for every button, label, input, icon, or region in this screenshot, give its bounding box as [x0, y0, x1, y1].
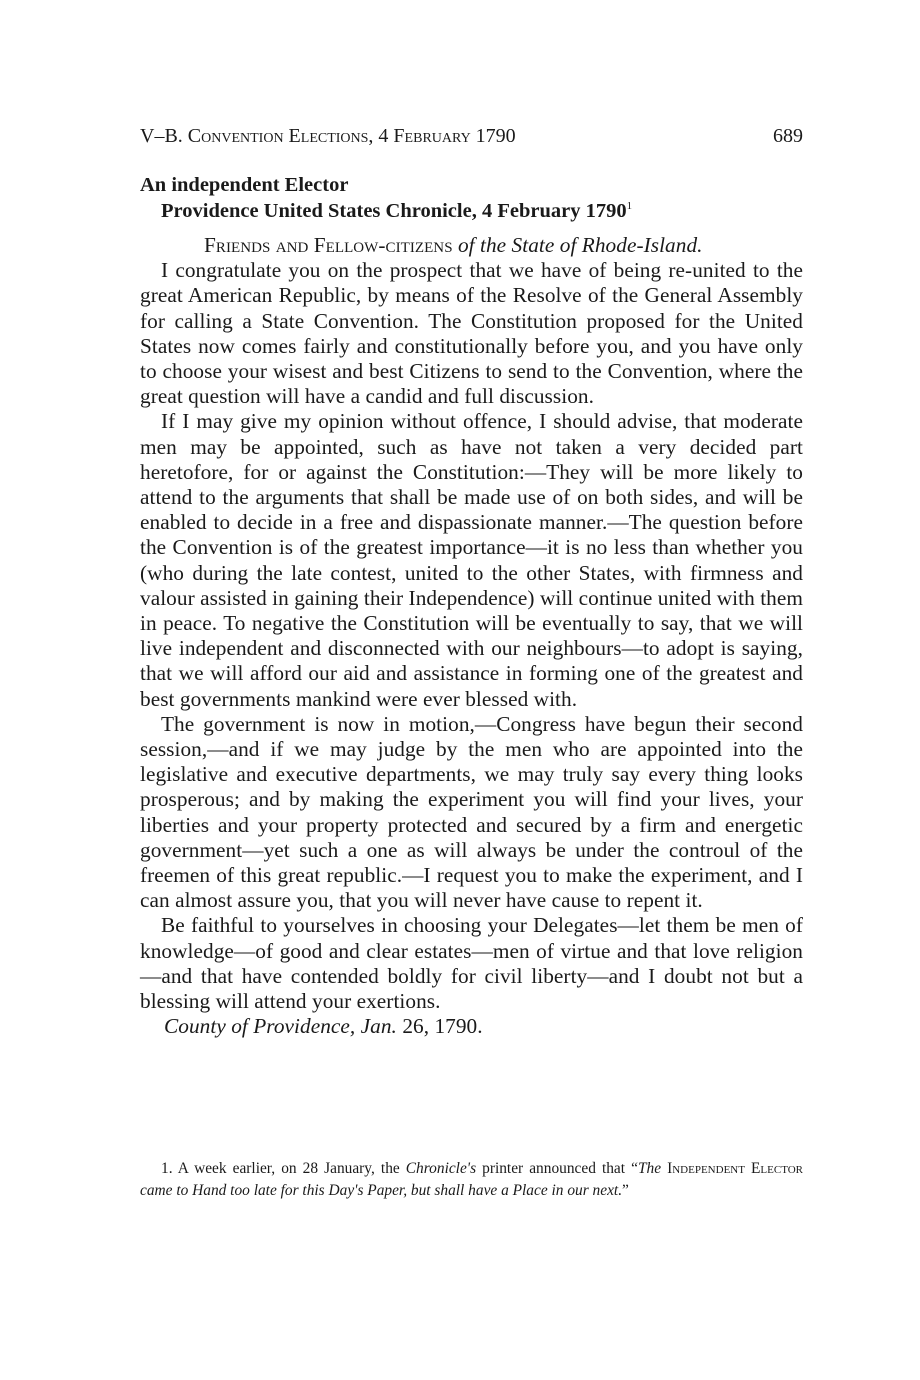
article-body: [140, 233, 803, 1040]
salutation-place: of the State of Rhode-Island.: [457, 233, 703, 257]
salutation-address: Friends and Fellow-citizens: [204, 233, 453, 257]
footnote-name: Independent Elector: [667, 1160, 803, 1177]
author-heading: An independent Elector: [140, 174, 349, 196]
salutation: [140, 233, 803, 258]
paragraph: If I may give my opinion without offence, I should advise, that moderate men may be appointed, such as have not taken a very decided part heretofore, for or against the Constitution:—They will be more likely to attend to the arguments that shall be made use of on both sides, and will be enabled to decide in a free and dispassionate manner.—The question before the Convention is of the greatest importance—it is no less than whether you (who during the late contest, united to the other States, with firmness and valour assisted in gaining their Independence) will continue united with them in peace. To negative the Constitution will be eventually to say, that we will live independent and disconnected with our neighbours—to adopt is saying, that we will afford our aid and assistance in forming one of the greatest and best governments mankind were ever blessed with.: [140, 409, 803, 711]
signoff: [140, 1014, 803, 1039]
footnote-marker: 1: [626, 200, 633, 213]
footnote-paper: Chronicle's: [405, 1160, 477, 1177]
footnote: [140, 1158, 803, 1202]
signoff-date: 26, 1790.: [402, 1014, 483, 1039]
signoff-place: County of Providence, Jan.: [164, 1014, 397, 1039]
paragraph: Be faithful to yourselves in choosing your Delegates—let them be men of knowledge—of good and clear estates—men of virtue and that love religion—and that have contended boldly for civil liberty—and I doubt not but a blessing will attend your exertions.: [140, 913, 803, 1014]
footnote-text-2: printer announced that “: [476, 1160, 638, 1177]
footnote-the: The: [637, 1160, 662, 1177]
footnote-quote: came to Hand too late for this Day's Paper, but shall have a Place in our next.: [140, 1182, 623, 1199]
running-head-title: V–B. Convention Elections, 4 February 1790: [140, 125, 516, 147]
footnote-close: ”: [622, 1182, 629, 1199]
document-title: [140, 172, 803, 224]
footnote-text-1: 1. A week earlier, on 28 January, the: [161, 1160, 406, 1177]
paragraph: I congratulate you on the prospect that we have of being re-united to the great American Republic, by means of the Resolve of the General Assembly for calling a State Convention. The Constitution proposed for the United States now comes fairly and constitutionally before you, and you have only to choose your wisest and best Citizens to send to the Convention, where the great question will have a candid and full discussion.: [140, 258, 803, 409]
source-text: Providence United States Chronicle, 4 February 1790: [161, 200, 627, 222]
source-heading: [140, 198, 803, 224]
running-head: [140, 123, 803, 149]
page-number: 689: [773, 125, 803, 147]
paragraph: The government is now in motion,—Congress have begun their second session,—and if we may judge by the men who are appointed into the legislative and executive departments, we may truly say every thing looks prosperous; and by making the experiment you will find your lives, your liberties and your property protected and secured by a firm and energetic government—yet such a one as will always be under the controul of the freemen of this great republic.—I request you to make the experiment, and I can almost assure you, that you will never have cause to repent it.: [140, 711, 803, 913]
